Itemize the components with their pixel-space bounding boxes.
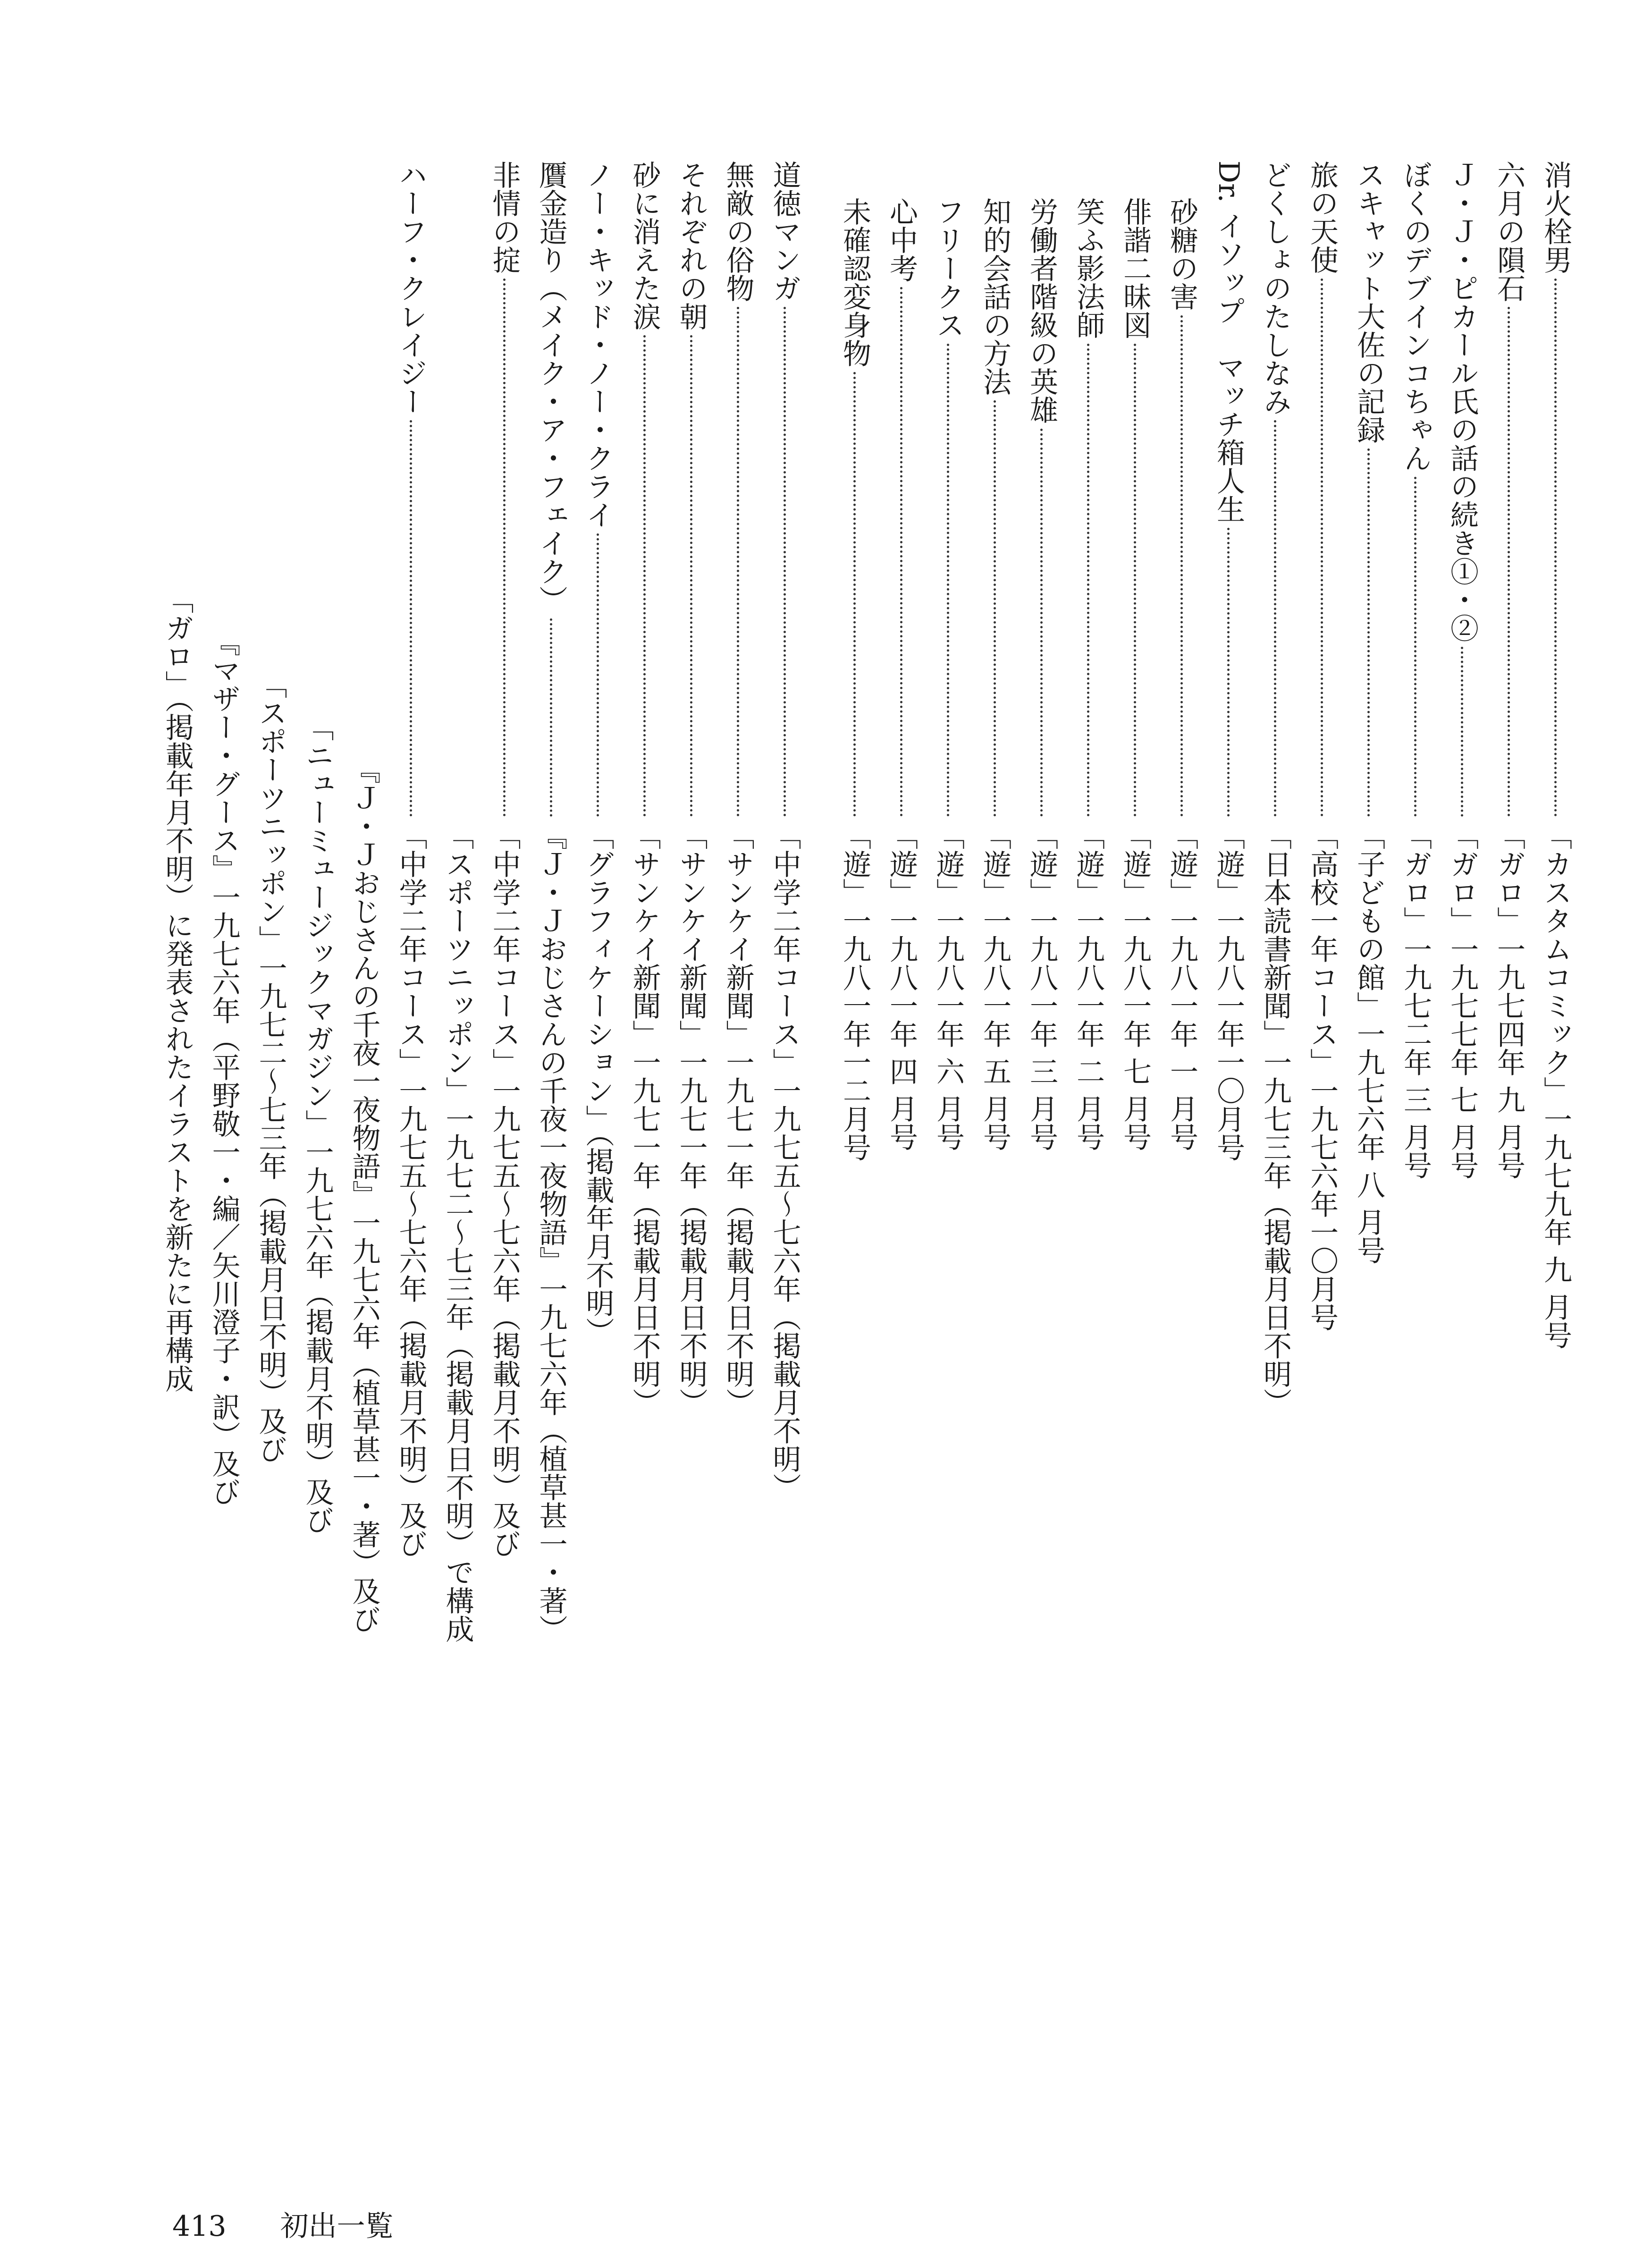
entry: [439, 161, 476, 2049]
dot-leader: [550, 618, 552, 817]
entry-source: 「スポーツニッポン」一九七二〜七三年（掲載月日不明）及び: [254, 670, 287, 1463]
entry-source: 「ガロ」（掲載年月不明）に発表されたイラストを新たに再構成: [160, 585, 194, 1393]
entry-title: 旅の天使: [1306, 161, 1339, 274]
entry-title: Ｊ・Ｊ・ピカール氏の話の続き①・②: [1446, 161, 1479, 642]
entry: [1163, 161, 1200, 2049]
entry: [720, 161, 757, 2049]
dot-leader: [1180, 315, 1183, 817]
dot-leader: [643, 335, 646, 817]
entry-title: 俳諧二昧図: [1119, 197, 1152, 339]
entry-source: 「遊」一九八一年 六 月号: [932, 821, 965, 1151]
entry: [626, 161, 663, 2049]
entry-source: 「遊」一九八一年 三 月号: [1025, 821, 1058, 1151]
entry-source: 「ガロ」一九七二年 三 月号: [1399, 821, 1432, 1180]
entry-source: 「ガロ」一九七四年 九 月号: [1492, 821, 1526, 1180]
dot-leader: [1414, 477, 1416, 817]
entry-title: 未確認変身物: [838, 197, 871, 367]
entry-source: 「中学二年コース」一九七五〜七六年（掲載月不明）: [768, 821, 801, 1501]
dot-leader: [1134, 344, 1136, 817]
entry-title: ぼくのデブインコちゃん: [1399, 161, 1432, 472]
entry-title: Dr. イソップ マッチ箱人生: [1212, 161, 1245, 524]
entry-source: 『Ｊ・Ｊおじさんの千夜一夜物語』一九七六年（植草甚一・著）: [534, 821, 568, 1643]
entry: [883, 161, 920, 2049]
page-number: 413: [172, 2210, 227, 2243]
dot-leader: [1227, 528, 1230, 817]
entry: [1023, 161, 1060, 2049]
entry: [930, 161, 967, 2049]
entry: [533, 161, 570, 2049]
entry-title: 笑ふ影法師: [1072, 197, 1105, 339]
entry-title: 心中考: [885, 197, 918, 282]
entry-title: スキャット大佐の記録: [1352, 161, 1385, 444]
entry: [1350, 161, 1387, 2049]
dot-leader: [1554, 279, 1557, 817]
entry-source: 「日本読書新聞」一九七三年（掲載月日不明）: [1259, 821, 1292, 1416]
entry-title: ハーフ・クレイジー: [394, 161, 428, 415]
entry: [977, 161, 1013, 2049]
dot-leader: [1367, 448, 1370, 817]
entry: [580, 161, 616, 2049]
entry-source: 「遊」一九八一年一〇月号: [1212, 821, 1245, 1161]
entry: [206, 161, 243, 2049]
dot-leader: [994, 400, 996, 817]
entry: [346, 161, 383, 2049]
entry-title: 砂糖の害: [1165, 197, 1198, 311]
entry-source: 『マザー・グース』一九七六年（平野敬一・編／矢川澄子・訳）及び: [207, 628, 241, 1506]
entry: [1304, 161, 1340, 2049]
entry-source: 「遊」一九八一年 四 月号: [885, 821, 918, 1151]
entry: [393, 161, 430, 2049]
entry-source: 「遊」一九八一年 一 月号: [1165, 821, 1198, 1151]
dot-leader: [1321, 279, 1323, 817]
entry: [1210, 161, 1247, 2049]
entry: [1397, 161, 1434, 2049]
entry-title: 消火栓男: [1539, 161, 1572, 274]
entry-source: 『Ｊ・Ｊおじさんの千夜一夜物語』一九七六年（植草甚一・著）及び: [347, 755, 381, 1633]
entry: [1537, 161, 1574, 2049]
entry-source: 「サンケイ新聞」一九七一年（掲載月日不明）: [721, 821, 755, 1416]
dot-leader: [1508, 307, 1510, 817]
dot-leader: [900, 287, 902, 817]
entry: [253, 161, 289, 2049]
dot-leader: [503, 279, 506, 817]
entry: [159, 161, 196, 2049]
entry-source: 「グラフィケーション」（掲載年月不明）: [581, 821, 615, 1345]
dot-leader: [410, 420, 412, 817]
section-title: 初出一覧: [280, 2210, 394, 2243]
entry-source: 「遊」一九八一年 七 月号: [1119, 821, 1152, 1151]
dot-leader: [737, 307, 739, 817]
entry: [673, 161, 710, 2049]
dot-leader: [1274, 420, 1276, 817]
entry-title: 贋金造り（メイク・ア・フェイク）: [534, 161, 568, 614]
entry: [1070, 161, 1107, 2049]
entry-source: 「遊」一九八一年一二月号: [838, 821, 871, 1161]
entry-source: 「ニューミュージックマガジン」一九七六年（掲載月不明）及び: [301, 713, 334, 1534]
entry-title: フリークス: [932, 197, 965, 339]
dot-leader: [690, 335, 692, 817]
dot-leader: [1087, 344, 1089, 817]
entry-title: 道徳マンガ: [768, 161, 801, 302]
entry-title: 無敵の俗物: [721, 161, 755, 302]
entry-title: どくしょのたしなみ: [1259, 161, 1292, 415]
entry-source: 「遊」一九八一年 五 月号: [978, 821, 1011, 1151]
entry: [1117, 161, 1154, 2049]
page-footer: [172, 2204, 394, 2244]
entry-title: 知的会話の方法: [978, 197, 1011, 396]
entry: [299, 161, 336, 2049]
entry-source: 「ガロ」一九七七年 七 月号: [1446, 821, 1479, 1180]
entry: [767, 161, 803, 2049]
entry-source: 「子どもの館」一九七六年 八 月号: [1352, 821, 1385, 1265]
entry-source: 「カスタムコミック」一九七九年 九 月号: [1539, 821, 1572, 1350]
entry-source: 「スポーツニッポン」一九七二〜七三年（掲載月日不明）で構成: [441, 821, 474, 1643]
entry-title: 六月の隕石: [1492, 161, 1526, 302]
entry-source: 「高校一年コース」一九七六年一〇月号: [1306, 821, 1339, 1331]
dot-leader: [597, 533, 599, 817]
dot-leader: [784, 307, 786, 817]
entry: [1444, 161, 1481, 2049]
entry-source: 「中学二年コース」一九七五〜七六年（掲載月不明）及び: [394, 821, 428, 1558]
entry-title: 砂に消えた涙: [628, 161, 661, 330]
dot-leader: [1040, 429, 1043, 817]
entry-title: それぞれの朝: [674, 161, 708, 330]
entry-source: 「中学二年コース」一九七五〜七六年（掲載月不明）及び: [488, 821, 521, 1558]
entry-source: 「遊」一九八一年 二 月号: [1072, 821, 1105, 1151]
entry: [1491, 161, 1527, 2049]
entry-title: 労働者階級の英雄: [1025, 197, 1058, 424]
entry-source: 「サンケイ新聞」一九七一年（掲載月日不明）: [674, 821, 708, 1416]
dot-leader: [947, 344, 949, 817]
entry: [486, 161, 523, 2049]
entry-source: 「サンケイ新聞」一九七一年（掲載月日不明）: [628, 821, 661, 1416]
dot-leader: [853, 372, 856, 817]
entry: [836, 161, 873, 2049]
entry-title: 非情の掟: [488, 161, 521, 274]
entry: [1257, 161, 1294, 2049]
entry-title: ノー・キッド・ノー・クライ: [581, 161, 615, 529]
dot-leader: [1461, 647, 1463, 817]
